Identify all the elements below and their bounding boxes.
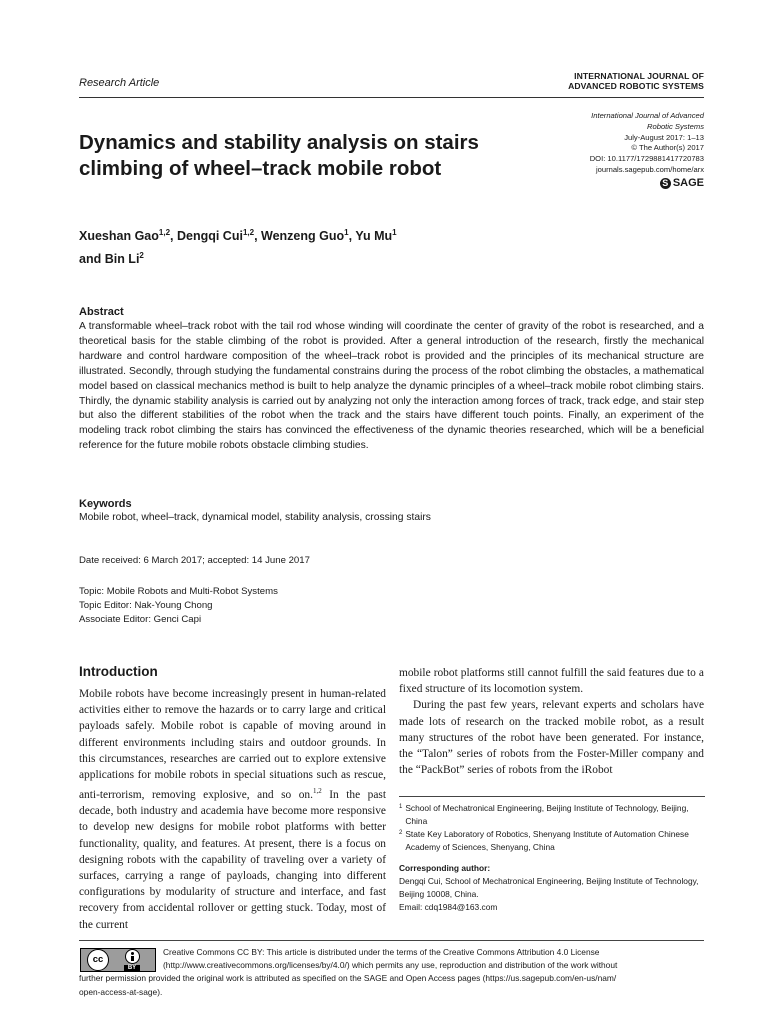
license-line-1: Creative Commons CC BY: This article is distributed under the terms of the Creative Commons Attribution 4.0 License <box>163 947 600 957</box>
header-divider <box>79 97 704 98</box>
body-column-right <box>399 665 704 778</box>
introduction-heading: Introduction <box>79 664 158 679</box>
cc-icon: cc <box>87 949 109 971</box>
author-name: Dengqi Cui <box>176 229 243 244</box>
footnote-divider <box>399 796 705 797</box>
intro-paragraph-2: During the past few years, relevant experts and scholars have made lots of research on the tracked mobile robot, as a result many structures of the robot have been generated. For instance, the “Talon” series of robots from the Foster-Miller company and the “PackBot” series of robots from the iRobot <box>399 699 704 777</box>
meta-url[interactable]: journals.sagepub.com/home/arx <box>595 164 704 174</box>
meta-copyright: © The Author(s) 2017 <box>631 143 704 153</box>
topic-editor-line: Topic Editor: Nak-Young Chong <box>79 600 213 611</box>
meta-journal-name-1: International Journal of Advanced <box>591 111 704 120</box>
author-name: Bin Li <box>104 252 140 267</box>
author-affiliation: 1 <box>392 228 397 237</box>
date-received: Date received: 6 March 2017; accepted: 14 June 2017 <box>79 555 310 566</box>
body-column-left <box>79 686 386 933</box>
author-name: Xueshan Gao <box>79 229 159 244</box>
corresponding-author-heading: Corresponding author: <box>399 863 491 873</box>
author-affiliation: 1,2 <box>242 228 255 237</box>
intro-paragraph-1: Mobile robots have become increasingly present in human-related activities either to remove the hazards or to carry large and critical payloads safely. Mobile robot is capable of moving around in different environments including stairs and outdoor grounds. In this circumstances, researches are carried out to explore extensive applications for mobile robots in special situations such as rescue, anti-terrorism, removing explosive, and so on.$^{1,2}$ In the past decade, both industry and academia have become more responsive to develop new designs for mobile robot platforms with better functionality, quality, and features. At present, there is a focus on designing robots with the capability of traveling over a variety of surfaces, carrying a range of payloads, changing into different configurations by modularity of structure and interface, and fast recovery from accidental rollover or getting stuck. Today, most of the current <box>79 688 387 931</box>
keywords-section <box>79 498 704 523</box>
journal-logo-line2: ADVANCED ROBOTIC SYSTEMS <box>568 81 704 91</box>
meta-journal-name-2: Robotic Systems <box>647 121 704 131</box>
keywords-heading: Keywords <box>79 498 132 510</box>
meta-issue: July-August 2017: 1–13 <box>624 132 704 142</box>
intro-paragraph-continued: mobile robot platforms still cannot fulfill the said features due to a fixed structure of its locomotion system. <box>399 667 704 696</box>
citation-ref[interactable]: 1,2 <box>312 787 322 796</box>
sage-s-icon: S <box>660 178 671 189</box>
abstract-section <box>79 306 704 454</box>
author-affiliation: 1,2 <box>158 228 171 237</box>
journal-logo <box>568 71 704 91</box>
corresponding-author-text: Dengqi Cui, School of Mechatronical Engineering, Beijing Institute of Technology, Beijing 10008, China. <box>399 876 699 899</box>
meta-doi[interactable]: DOI: 10.1177/1729881417720783 <box>589 154 704 164</box>
license-line-4: open-access-at-sage). <box>79 986 163 997</box>
paper-title: Dynamics and stability analysis on stairs climbing of wheel–track mobile robot <box>79 131 479 180</box>
license-line-3: further permission provided the original work is attributed as specified on the SAGE and Open Access pages (https://us.sagepub.com/en-us/nam/ <box>79 973 617 984</box>
license-divider <box>79 940 704 941</box>
associate-editor-line: Associate Editor: Genci Capi <box>79 614 202 625</box>
article-type-label: Research Article <box>79 77 160 89</box>
affiliation-1: 1 School of Mechatronical Engineering, Beijing Institute of Technology, Beijing, China <box>399 803 689 826</box>
abstract-heading: Abstract <box>79 306 124 318</box>
journal-logo-line1: INTERNATIONAL JOURNAL OF <box>574 71 704 81</box>
sage-logo-text: SAGE <box>672 176 704 189</box>
license-text <box>79 946 705 999</box>
by-label: BY <box>124 965 140 972</box>
author-affiliation: 1 <box>344 228 349 237</box>
author-name: Wenzeng Guo <box>261 229 345 244</box>
affiliations-footnotes <box>399 802 705 914</box>
topic-info <box>79 585 278 627</box>
corresponding-author-email[interactable]: Email: cdq1984@163.com <box>399 902 498 912</box>
topic-line: Topic: Mobile Robots and Multi-Robot Systems <box>79 586 278 597</box>
article-meta <box>590 111 704 189</box>
author-list: Xueshan Gao$^{1,2}$, Dengqi Cui$^{1,2}$, Wenzeng Guo$^1$, Yu Mu$^1$ and Bin Li$^2$ <box>79 228 397 267</box>
author-name: Yu Mu <box>355 229 393 244</box>
keywords-text: Mobile robot, wheel–track, dynamical model, stability analysis, crossing stairs <box>79 512 431 523</box>
abstract-text: A transformable wheel–track robot with the tail rod whose winding will coordinate the center of gravity of the robot is researched, and a theoretical basis for the stable climbing of the robot is provided. After a general introduction of the research, firstly the mechanical hardware and control hardware composition of the wheel–track robot is provided and the principles of its mechanical structure are illustrated. Secondly, through studying the fundamental constrains during the process of the robot climbing the obstacles, a mathematical model based on classical mechanics method is built to help analyze the dynamic principles of a wheel–track mobile robot climbing stairs. Thirdly, the dynamic stability analysis is carried out by analyzing not only the interaction among forces of track, track edge, and stair step but also the different stabilities of the robot when the track and the stairs have different touch points. Finally, an experiment of the modeling track robot climbing the stairs has convinced the effectiveness of the dynamic theories researched, which will be a beneficial reference for the future mobile robots obstacle climbing studies. <box>79 321 704 452</box>
license-line-2: (http://www.creativecommons.org/licenses/by/4.0/) which permits any use, reproduction and distribution of the work without <box>163 960 618 971</box>
author-affiliation: 2 <box>139 251 144 261</box>
affiliation-2: 2 State Key Laboratory of Robotics, Shenyang Institute of Automation Chinese Academy of Sciences, Shenyang, China <box>399 829 689 852</box>
sage-logo <box>590 178 704 189</box>
